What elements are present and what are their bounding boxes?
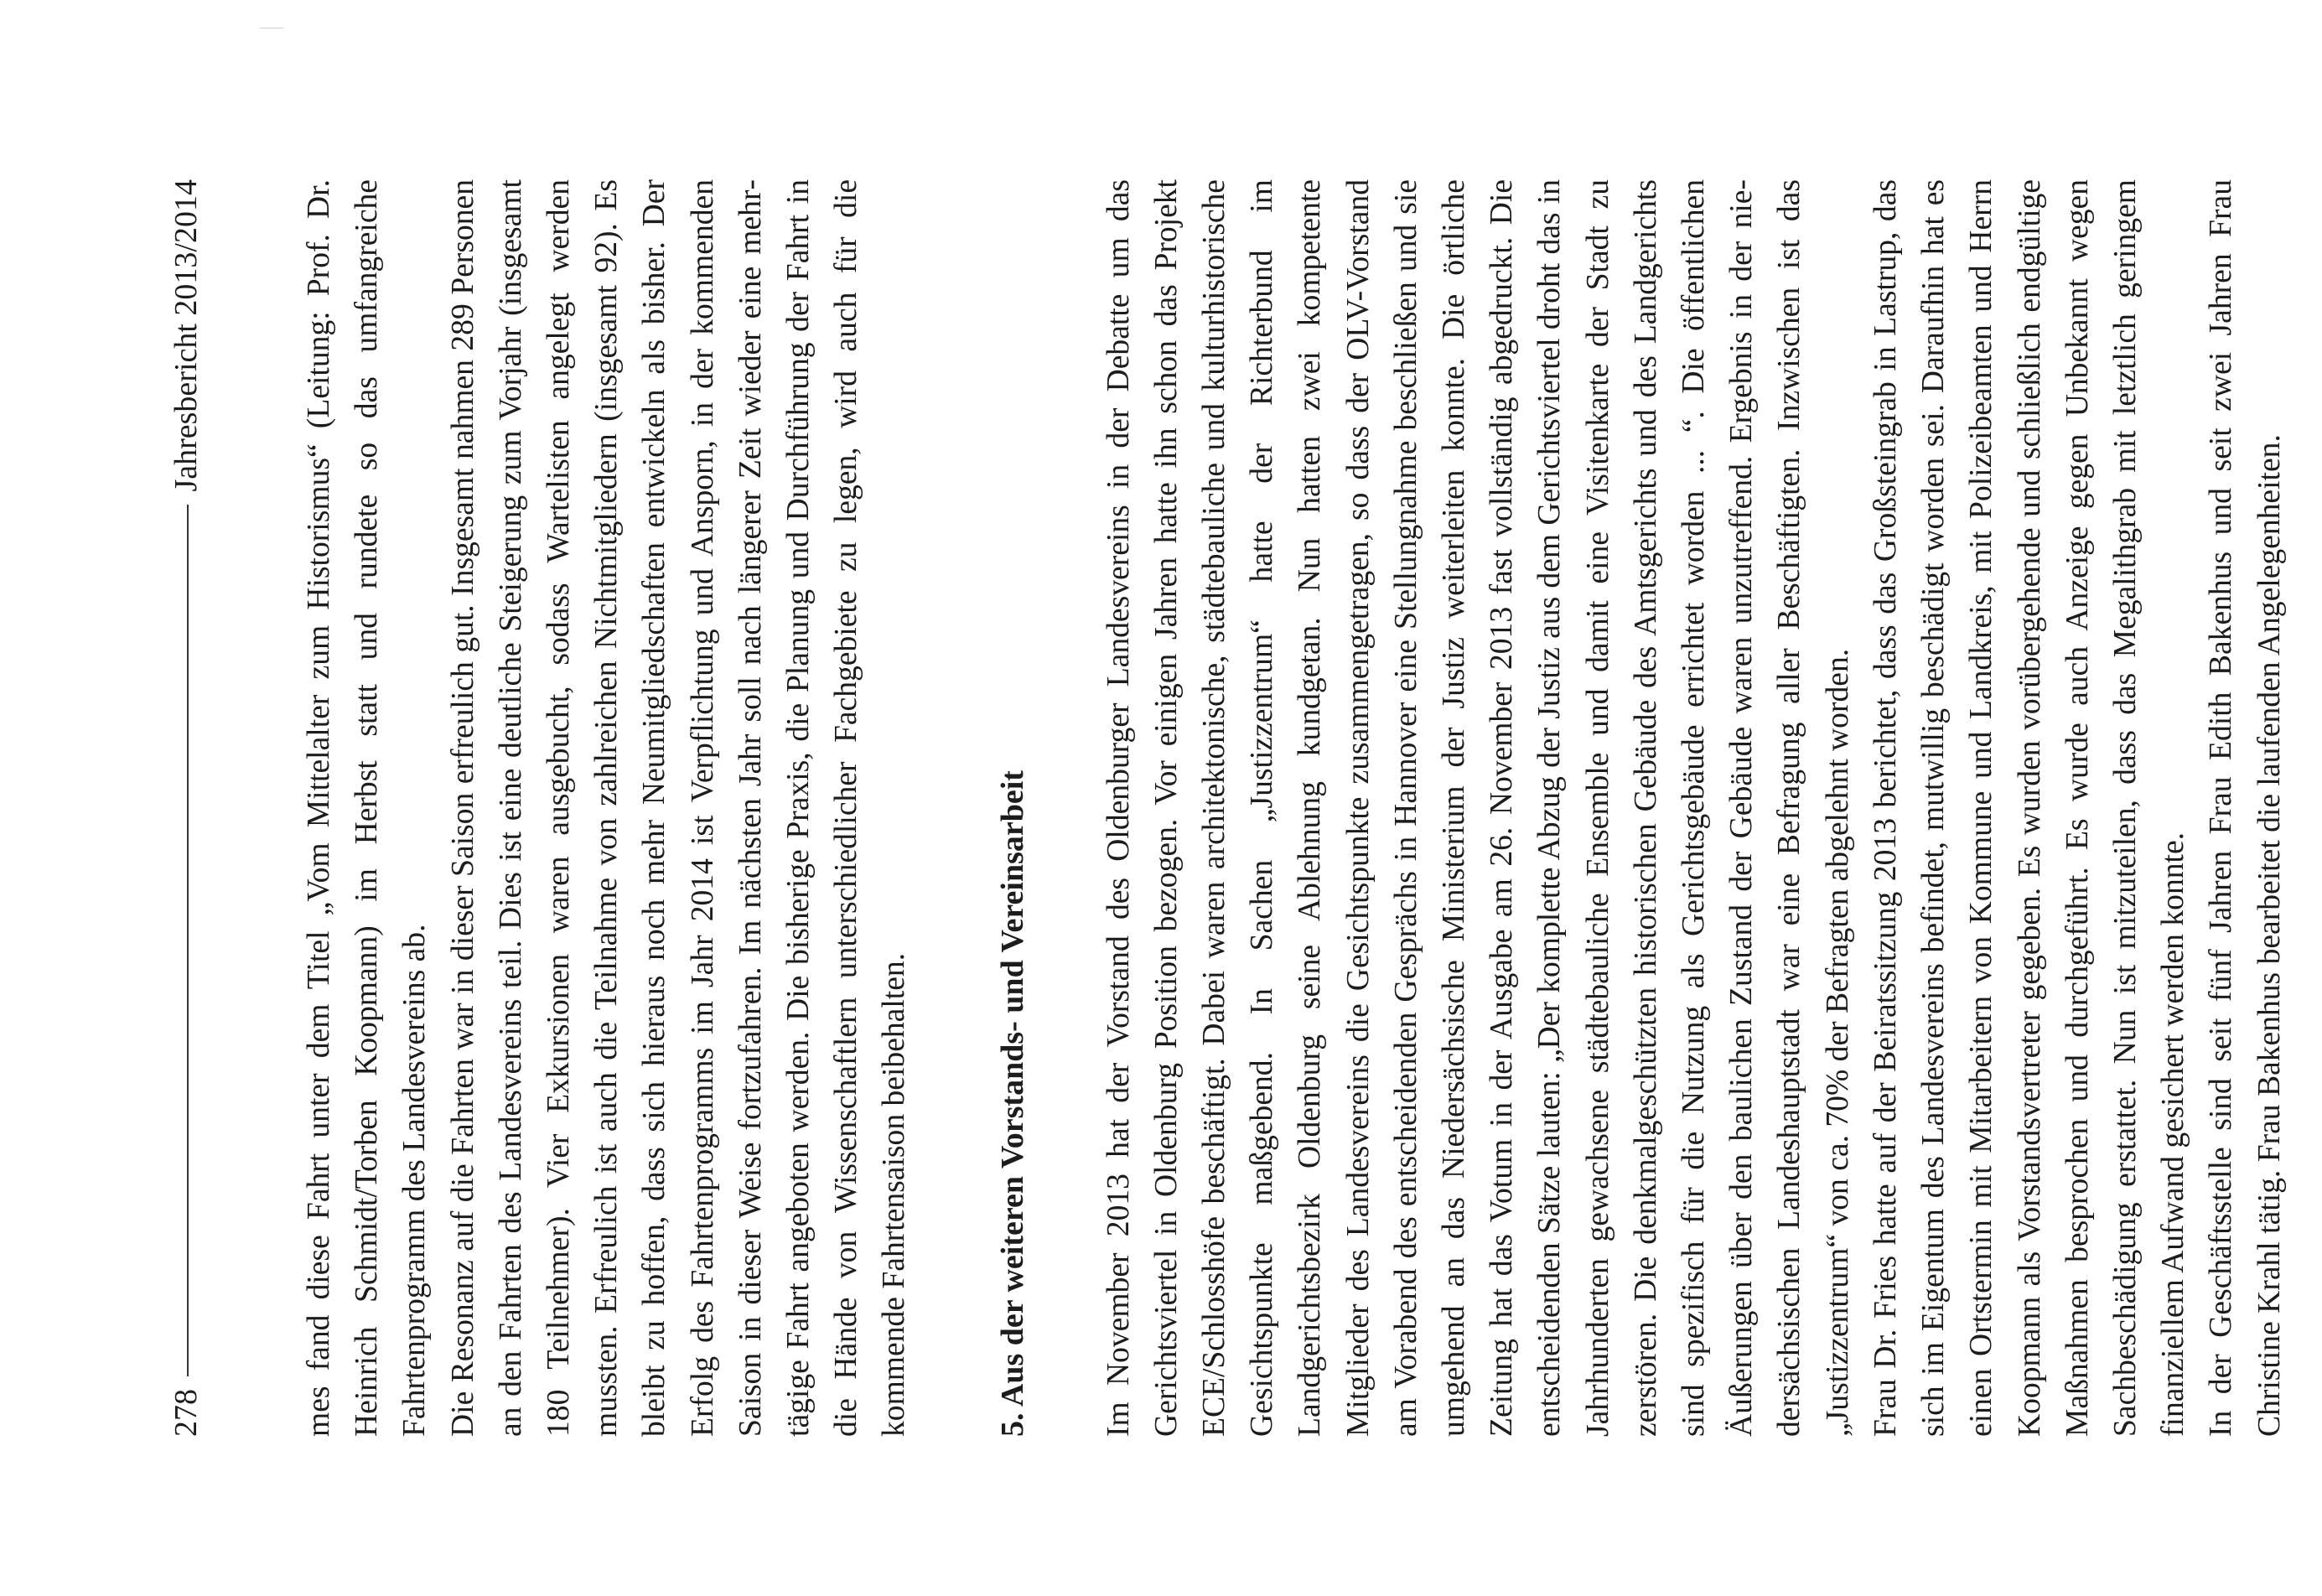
section-heading: 5. Aus der weiteren Vorstands- und Vereinsarbeit bbox=[994, 770, 1030, 1437]
header-rule bbox=[187, 505, 189, 1376]
paragraph-4: Frau Dr. Fries hatte auf der Beiratssitzung 2013 berichtet, dass das Großsteingrab in Lastrup, das sich im Eigentum des Landesvereins befindet, mutwillig beschädigt worden sei. Daraufhin hat es einen Ortstermin mit Mitarbeitern von Kommune und Landkreis, mit Polizeibeamten und Herrn Koopmann als Vorstandsvertreter gegeben. Es wurden vorübergehende und schließlich endgültige Maßnahmen besprochen und durchgeführt. Es wurde auch Anzeige gegen Unbekannt wegen Sachbeschädigung erstattet. Nun ist mitzuteilen, dass das Megalithgrab mit letztlich geringem finanziellem Aufwand gesichert werden konnte. bbox=[1868, 179, 2191, 1437]
page-body bbox=[295, 179, 2293, 1437]
page-header bbox=[161, 179, 211, 1437]
running-title: Jahresbericht 2013/2014 bbox=[168, 179, 204, 492]
paragraph-5: In der Geschäftsstelle sind seit fünf Jahren Frau Edith Bakenhus und seit zwei Jahren Frau Christine Krahl tätig. Frau Bakenhus bearbeitet die laufenden Angelegenheiten. bbox=[2204, 179, 2287, 1437]
paragraph-1: mes fand diese Fahrt unter dem Titel „Vom Mittelalter zum Historismus“ (Leitung: Prof. Dr. Heinrich Schmidt/Torben Koopmann) im Herbst statt und rundete so das umfangreiche Fahrtenprogramm des Landesvereins ab. bbox=[302, 179, 433, 1437]
paragraph-2: Die Resonanz auf die Fahrten war in dieser Saison erfreulich gut. Insgesamt nahmen 289 Personen an den Fahrten des Landesvereins teil. Dies ist eine deutliche Steigerung zum Vorjahr (insgesamt 180 Teilnehmer). Vier Exkursionen waren ausgebucht, sodass Wartelisten angelegt werden mussten. Erfreulich ist auch die Teilnahme von zahlreichen Nichtmitgliedern (insgesamt 92). Es bleibt zu hoffen, dass sich hieraus noch mehr Neumitgliedschaften entwickeln als bisher. Der Erfolg des Fahrtenprogramms im Jahr 2014 ist Verpflichtung und Ansporn, in der kommenden Saison in dieser Weise fortzufahren. Im nächsten Jahr soll nach längerer Zeit wieder eine mehrtägige Fahrt angeboten werden. Die bisherige Praxis, die Planung und Durchführung der Fahrt in die Hände von Wissenschaftlern unterschiedlicher Fachgebiete zu legen, wird auch für die kommende Fahrtensaison beibehalten. bbox=[445, 179, 912, 1437]
page-number: 278 bbox=[168, 1389, 204, 1437]
paragraph-3: Im November 2013 hat der Vorstand des Oldenburger Landesvereins in der Debatte um das Gerichtsviertel in Oldenburg Position bezogen. Vor einigen Jahren hatte ihn schon das Projekt ECE/Schlosshöfe beschäftigt. Dabei waren architektonische, städtebauliche und kulturhistorische Gesichtspunkte maßgebend. In Sachen „Justizzentrum“ hatte der Richterbund im Landgerichtsbezirk Oldenburg seine Ablehnung kundgetan. Nun hatten zwei kompetente Mitglieder des Landesvereins die Gesichtspunkte zusammengetragen, so dass der OLV-Vorstand am Vorabend des entscheidenden Gesprächs in Hannover eine Stellungnahme beschließen und sie umgehend an das Niedersächsische Ministerium der Justiz weiterleiten konnte. Die örtliche Zeitung hat das Votum in der Ausgabe am 26. November 2013 fast vollständig abgedruckt. Die entscheidenden Sätze lauten: „Der komplette Abzug der Justiz aus dem Gerichtsviertel droht das in Jahrhunderten gewachsene städtebauliche Ensemble und damit eine Visitenkarte der Stadt zu zerstören. Die denkmalgeschützten historischen Gebäude des Amtsgerichts und des Landgerichts sind spezifisch für die Nutzung als Gerichtsgebäude errichtet worden ... “. Die öffentlichen Äußerungen über den baulichen Zustand der Gebäude waren unzutreffend. Ergebnis in der niedersächsischen Landeshauptstadt war eine Befragung aller Beschäftigten. Inzwischen ist das „Justizzentrum“ von ca. 70% der Befragten abgelehnt worden. bbox=[1101, 179, 1855, 1437]
